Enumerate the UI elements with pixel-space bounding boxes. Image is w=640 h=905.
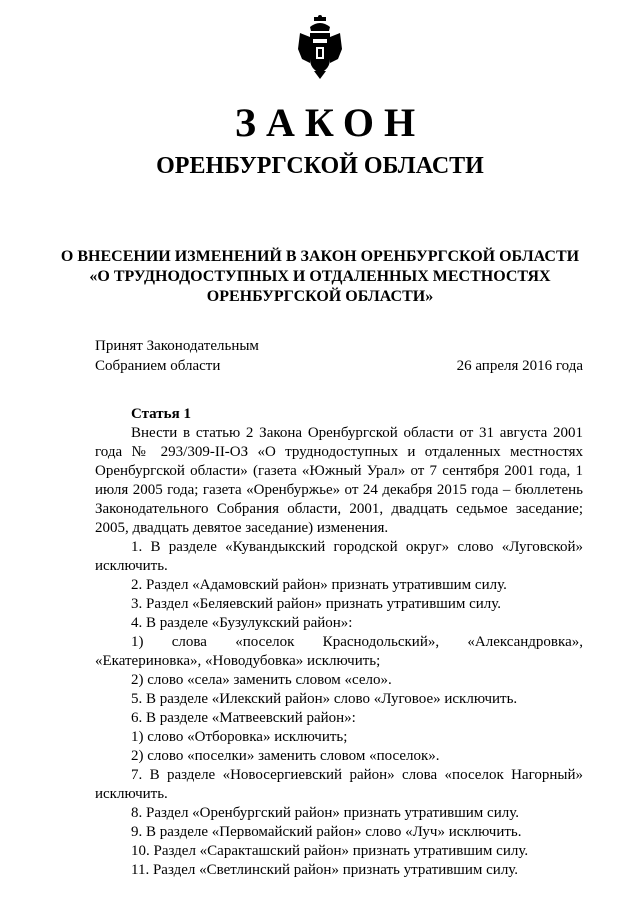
article-item: 1. В разделе «Кувандыкский городской округ» слово «Луговской» исключить. [95, 539, 583, 574]
subject-line: ОРЕНБУРГСКОЙ ОБЛАСТИ» [206, 288, 434, 305]
adoption-info [95, 336, 395, 376]
article-item: 5. В разделе «Илекский район» слово «Луговое» исключить. [131, 691, 518, 707]
article-item: 10. Раздел «Саракташский район» признать утратившим силу. [131, 843, 529, 859]
article-item: 7. В разделе «Новосергиевский район» слова «поселок Нагорный» исключить. [95, 767, 583, 802]
article-item: 4. В разделе «Бузулукский район»: [131, 615, 353, 631]
adoption-line: Принят Законодательным [95, 338, 259, 354]
law-subject [0, 247, 640, 307]
coat-of-arms-icon [296, 15, 344, 81]
subject-line: «О ТРУДНОДОСТУПНЫХ И ОТДАЛЕННЫХ МЕСТНОСТЯХ [89, 268, 551, 285]
subject-line: О ВНЕСЕНИИ ИЗМЕНЕНИЙ В ЗАКОН ОРЕНБУРГСКОЙ ОБЛАСТИ [60, 248, 580, 265]
article-item: 2) слово «села» заменить словом «село». [131, 672, 392, 688]
article-item: 2. Раздел «Адамовский район» признать утратившим силу. [131, 577, 507, 593]
region-title: ОРЕНБУРГСКОЙ ОБЛАСТИ [156, 153, 484, 179]
article-item: 6. В разделе «Матвеевский район»: [131, 710, 356, 726]
article-item: 3. Раздел «Беляевский район» признать утратившим силу. [131, 596, 502, 612]
article-item: 1) слово «Отборовка» исключить; [131, 729, 348, 745]
adoption-date: 26 апреля 2016 года [456, 358, 583, 374]
article-item: 9. В разделе «Первомайский район» слово «Луч» исключить. [131, 824, 522, 840]
article-item: 1) слова «поселок Краснодольский», «Александровка», «Екатериновка», «Новодубовка» исключить; [95, 634, 583, 669]
article-heading: Статья 1 [131, 406, 191, 422]
article-item: 8. Раздел «Оренбургский район» признать утратившим силу. [131, 805, 519, 821]
adoption-line: Собранием области [95, 358, 221, 374]
article-body [95, 405, 583, 880]
article-item: 2) слово «поселки» заменить словом «поселок». [131, 748, 440, 764]
article-intro: Внести в статью 2 Закона Оренбургской области от 31 августа 2001 года № 293/309-II-ОЗ «О труднодоступных и отдаленных местностях Оренбургской области» (газета «Южный Урал» от 7 сентября 2001 года, 1 июля 2005 года; газета «Оренбуржье» от 24 декабря 2015 года – бюллетень Законодательного Собрания области, 2001, двадцать седьмое заседание; 2005, двадцать девятое заседание) изменения. [95, 425, 583, 536]
document-title: ЗАКОН [234, 100, 426, 145]
article-item: 11. Раздел «Светлинский район» признать утратившим силу. [131, 862, 519, 878]
